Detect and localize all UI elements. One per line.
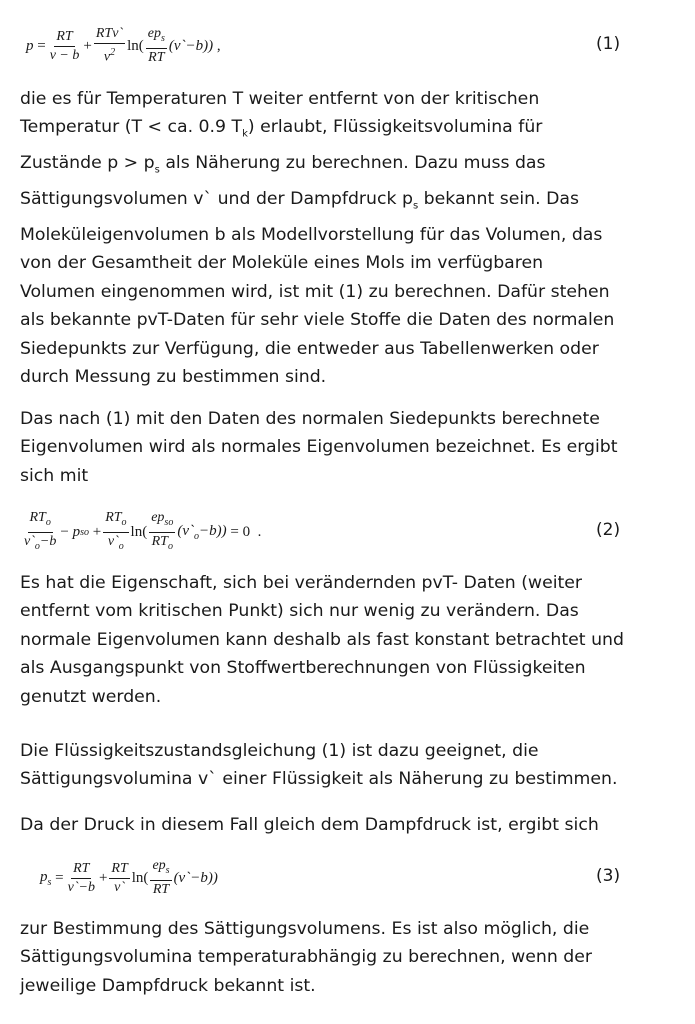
text-line: von der Gesamtheit der Moleküle eines Mols im verfügbaren xyxy=(20,253,544,274)
paragraph-5 xyxy=(20,811,682,839)
text-line: Sättigungsvolumen v` und der Dampfdruck $p_s$ bekannt sein. Das xyxy=(20,189,579,212)
text-line: Zustände $p > p_s$ als Näherung zu berechnen. Dazu muss das xyxy=(20,153,546,176)
equation-2-number: (2) xyxy=(596,520,621,540)
paragraph-4 xyxy=(20,737,682,794)
text-line: Die Flüssigkeitszustandsgleichung (1) ist dazu geeignet, die xyxy=(20,741,539,761)
paragraph-1 xyxy=(20,85,682,391)
text-line: Sättigungsvolumina v` einer Flüssigkeit als Näherung zu bestimmen. xyxy=(20,769,618,790)
text-line: als Ausgangspunkt von Stoffwertberechnungen von Flüssigkeiten xyxy=(20,658,586,679)
equation-3-number: (3) xyxy=(596,866,621,886)
text-line: als bekannte pvT-Daten für sehr viele Stoffe die Daten des normalen xyxy=(20,310,615,331)
text-line: zur Bestimmung des Sättigungsvolumens. Es ist also möglich, die xyxy=(20,919,590,939)
text-line: Es hat die Eigenschaft, sich bei verändernden pvT- Daten (weiter xyxy=(20,573,583,593)
text-line: entfernt vom kritischen Punkt) sich nur wenig zu verändern. Das xyxy=(20,601,579,622)
equation-1: p = $\frac{RT}{v - b}$ + $\frac{\text{RTv`}}{v^2}$ ln( $\frac{ep_s}{RT}$ (v`−b)) , (1) xyxy=(26,26,621,65)
text-line: sich mit xyxy=(20,465,89,486)
text-line: Volumen eingenommen wird, ist mit (1) zu berechnen. Dafür stehen xyxy=(20,281,610,302)
text-line: Sättigungsvolumina temperaturabhängig zu berechnen, wenn der xyxy=(20,947,592,968)
text-line: normale Eigenvolumen kann deshalb als fast konstant betrachtet und xyxy=(20,629,624,650)
equation-2: $\frac{RT_o}{v`_o-b}$ − p so + $\frac{RT_o}{v`_o}$ ln( $\frac{ep_{so}}{RT_o}$ $(v`_o-b)$) = 0 . (2) xyxy=(24,509,621,552)
text-line: Eigenvolumen wird als normales Eigenvolumen bezeichnet. Es ergibt xyxy=(20,437,618,458)
equation-3: $p_s$ = $\frac{RT}{v`-b}$ + $\frac{RT}{v`}$ ln( $\frac{ep_s}{RT}$ (v`−b)) (3) xyxy=(40,858,621,897)
paragraph-3 xyxy=(20,569,682,711)
text-line: Da der Druck in diesem Fall gleich dem Dampfdruck ist, ergibt sich xyxy=(20,815,599,835)
text-line: genutzt werden. xyxy=(20,686,162,707)
text-line: die es für Temperaturen T weiter entfernt von der kritischen xyxy=(20,89,540,109)
text-line: Temperatur (T < ca. 0.9 $T_k$) erlaubt, Flüssigkeitsvolumina für xyxy=(20,117,543,140)
text-line: Das nach (1) mit den Daten des normalen Siedepunkts berechnete xyxy=(20,409,600,429)
equation-1-number: (1) xyxy=(596,34,621,54)
text-line: Siedepunkts zur Verfügung, die entweder aus Tabellenwerken oder xyxy=(20,338,599,359)
text-line: Moleküleigenvolumen b als Modellvorstellung für das Volumen, das xyxy=(20,224,603,245)
text-line: durch Messung zu bestimmen sind. xyxy=(20,367,327,388)
paragraph-2 xyxy=(20,405,682,490)
text-line: jeweilige Dampfdruck bekannt ist. xyxy=(20,975,316,996)
paragraph-6 xyxy=(20,915,682,1000)
